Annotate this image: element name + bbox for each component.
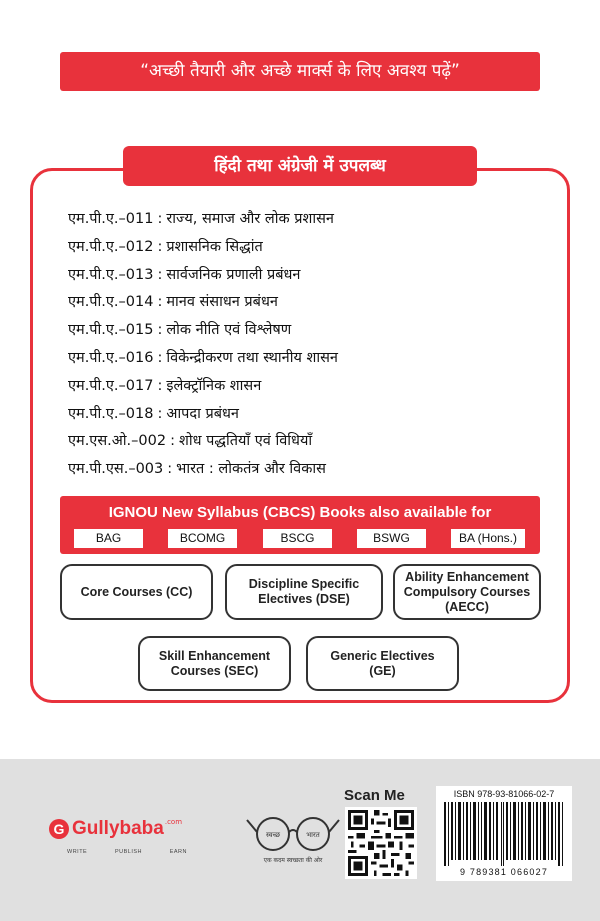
course-item: एम.एस.ओ.–002 : शोध पद्धतियाँ एवं विधियाँ [68,430,338,458]
barcode-digits: 9 789381 066027 [459,867,549,877]
course-title: लोक नीति एवं विश्लेषण [166,322,292,339]
publisher-tags [67,849,187,855]
course-item: एम.पी.ए.–012 : प्रशासनिक सिद्धांत [68,236,338,264]
language-availability-tab: हिंदी तथा अंग्रेजी में उपलब्ध [123,146,477,186]
course-title: राज्य, समाज और लोक प्रशासन [166,211,334,227]
course-item: एम.पी.ए.–015 : लोक नीति एवं विश्लेषण [68,319,338,347]
scan-me-label: Scan Me [344,787,405,804]
course-code: एम.पी.ए.–016 [68,349,154,366]
course-item: एम.पी.ए.–013 : सार्वजनिक प्रणाली प्रबंधन [68,264,338,292]
publisher-suffix: .com [164,818,183,826]
isbn-barcode-block [436,786,572,881]
publisher-name: Gullybaba [72,818,164,839]
course-list [68,208,338,486]
swachh-bharat-glasses-icon [243,812,343,854]
gullybaba-logo-icon: G [49,819,69,839]
course-item: एम.पी.ए.–014 : मानव संसाधन प्रबंधन [68,291,338,319]
barcode-icon [442,802,566,866]
program-badge-bcomg: BCOMG [168,529,237,548]
category-dse: Discipline Specific Electives (DSE) [225,564,383,620]
course-title: प्रशासनिक सिद्धांत [166,238,263,255]
course-code: एम.पी.ए.–018 [68,405,154,422]
course-item: एम.पी.एस.–003 : भारत : लोकतंत्र और विकास [68,458,338,486]
program-badge-ba-hons: BA (Hons.) [451,529,525,548]
course-item: एम.पी.ए.–016 : विकेन्द्रीकरण तथा स्थानीय शासन [68,347,338,375]
course-title: आपदा प्रबंधन [166,405,239,422]
category-core-courses: Core Courses (CC) [60,564,213,620]
program-badge-bscg: BSCG [263,529,332,548]
course-code: एम.पी.ए.–017 [68,377,154,394]
cbcs-title: IGNOU New Syllabus (CBCS) Books also available for [108,504,492,521]
category-aecc: Ability Enhancement Compulsory Courses (AECC) [393,564,541,620]
course-title: विकेन्द्रीकरण तथा स्थानीय शासन [166,349,338,366]
swachh-right-text: भारत [306,831,320,839]
category-sec: Skill Enhancement Courses (SEC) [138,636,291,691]
swachh-tagline: एक कदम स्वच्छता की ओर [263,857,323,864]
course-code: एम.पी.एस.–003 [68,461,164,478]
course-code: एम.पी.ए.–015 [68,322,154,339]
course-title: शोध पद्धतियाँ एवं विधियाँ [179,433,313,450]
course-item: एम.पी.ए.–011 : राज्य, समाज और लोक प्रशासन [68,208,338,236]
course-code: एम.पी.ए.–013 [68,266,154,283]
course-code: एम.एस.ओ.–002 [68,433,167,450]
course-code: एम.पी.ए.–014 [68,294,154,311]
course-title: भारत : लोकतंत्र और विकास [176,461,326,478]
course-code: एम.पी.ए.–012 [68,238,154,255]
tagline-banner: “अच्छी तैयारी और अच्छे मार्क्स के लिए अवश्य पढ़ें” [60,52,540,91]
course-title: मानव संसाधन प्रबंधन [166,294,278,311]
course-title: इलेक्ट्रॉनिक शासन [166,377,262,394]
program-badge-bswg: BSWG [357,529,426,548]
course-item: एम.पी.ए.–018 : आपदा प्रबंधन [68,403,338,431]
course-code: एम.पी.ए.–011 [68,211,154,227]
swachh-left-text: स्वच्छ [265,831,281,839]
course-item: एम.पी.ए.–017 : इलेक्ट्रॉनिक शासन [68,375,338,403]
course-title: सार्वजनिक प्रणाली प्रबंधन [166,266,301,283]
tag-write: WRITE [67,849,88,855]
tag-publish: PUBLISH [114,849,142,855]
tag-earn: EARN [169,849,187,855]
qr-code-icon[interactable] [345,807,417,879]
isbn-number: ISBN 978-93-81066-02-7 [453,789,555,799]
gullybaba-logo [49,818,182,840]
category-ge: Generic Electives (GE) [306,636,459,691]
program-badge-bag: BAG [74,529,143,548]
